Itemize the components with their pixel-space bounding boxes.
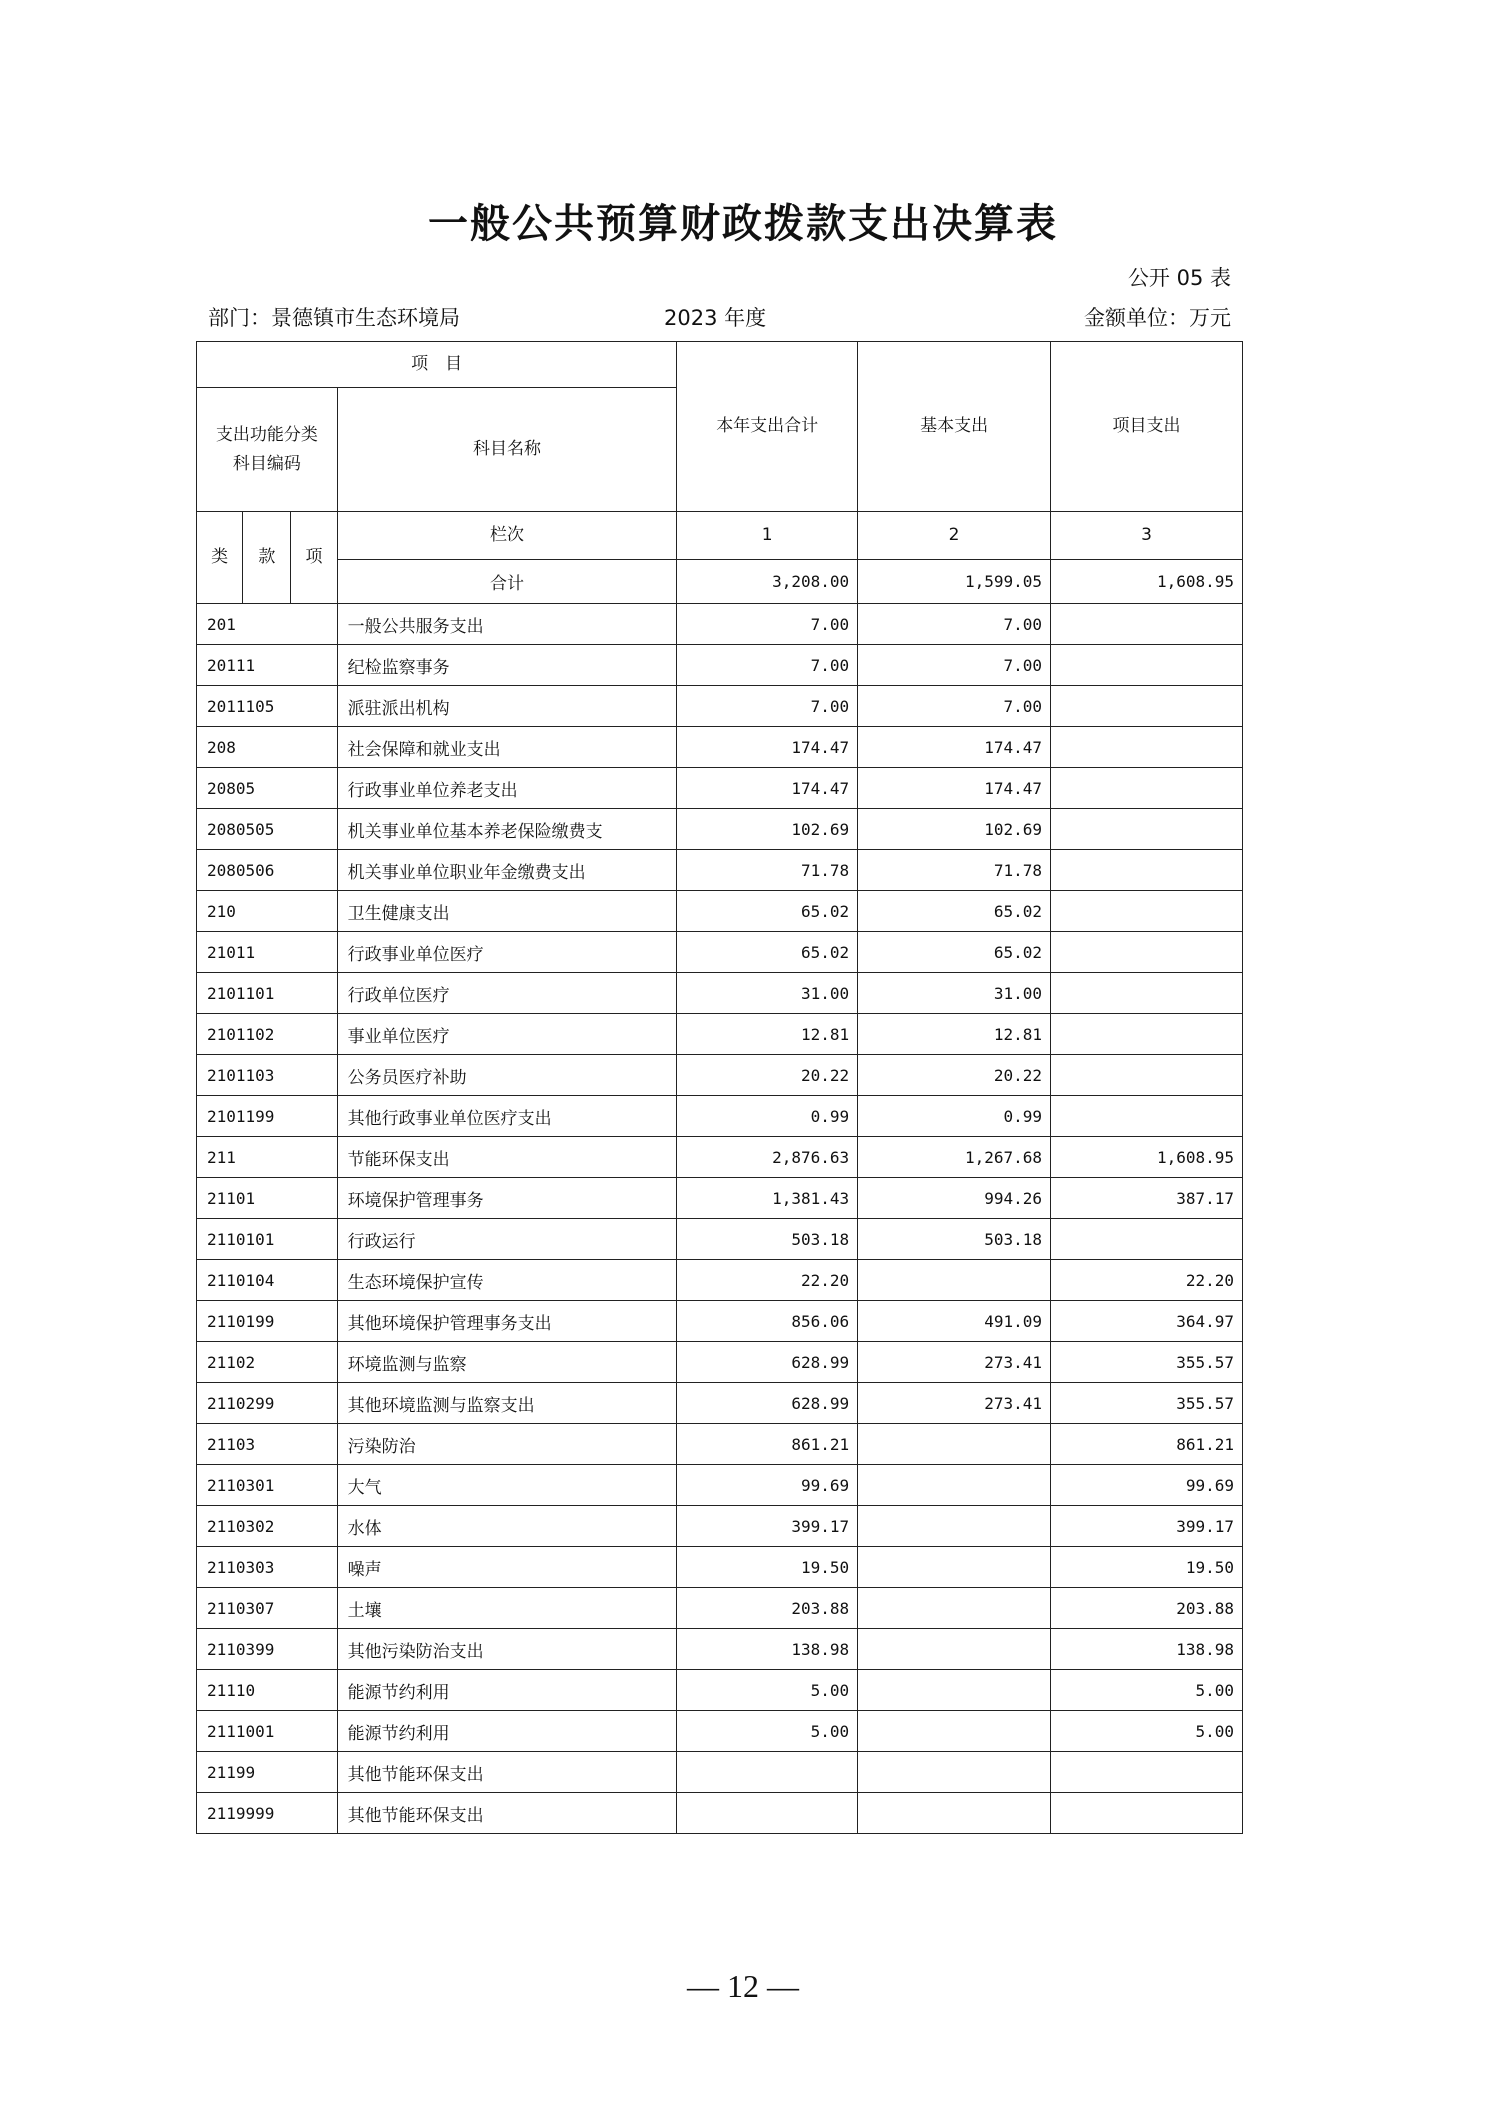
header-name: 科目名称 — [337, 388, 677, 512]
row-total: 12.81 — [677, 1014, 858, 1055]
row-basic: 71.78 — [858, 850, 1051, 891]
table-row — [197, 768, 1243, 809]
row-basic — [858, 1711, 1051, 1752]
row-project: 22.20 — [1051, 1260, 1243, 1301]
total-row-project: 1,608.95 — [1051, 560, 1243, 604]
row-code: 210 — [197, 891, 338, 932]
page-title: 一般公共预算财政拨款支出决算表 — [428, 201, 1058, 247]
table-row — [197, 1506, 1243, 1547]
row-basic — [858, 1260, 1051, 1301]
row-project — [1051, 1752, 1243, 1793]
row-name: 派驻派出机构 — [337, 686, 677, 727]
amount-unit: 金额单位：万元 — [1084, 306, 1231, 330]
row-code: 201 — [197, 604, 338, 645]
row-project: 1,608.95 — [1051, 1137, 1243, 1178]
table-row — [197, 1588, 1243, 1629]
row-code: 20805 — [197, 768, 338, 809]
row-project — [1051, 645, 1243, 686]
row-basic: 503.18 — [858, 1219, 1051, 1260]
table-row — [197, 1137, 1243, 1178]
row-code: 21199 — [197, 1752, 338, 1793]
row-name: 行政运行 — [337, 1219, 677, 1260]
table-row — [197, 850, 1243, 891]
row-code: 21102 — [197, 1342, 338, 1383]
row-basic: 31.00 — [858, 973, 1051, 1014]
row-name: 其他节能环保支出 — [337, 1793, 677, 1834]
table-row — [197, 891, 1243, 932]
row-code: 2011105 — [197, 686, 338, 727]
row-project: 399.17 — [1051, 1506, 1243, 1547]
form-number: 公开 05 表 — [1127, 266, 1231, 290]
row-total: 20.22 — [677, 1055, 858, 1096]
department-label: 部门：景德镇市生态环境局 — [208, 306, 460, 330]
row-project — [1051, 973, 1243, 1014]
row-code: 2110104 — [197, 1260, 338, 1301]
row-basic: 20.22 — [858, 1055, 1051, 1096]
row-basic — [858, 1506, 1051, 1547]
header-total: 本年支出合计 — [677, 342, 858, 512]
row-total: 5.00 — [677, 1711, 858, 1752]
row-total: 203.88 — [677, 1588, 858, 1629]
row-total: 628.99 — [677, 1383, 858, 1424]
expenditure-table — [196, 341, 1243, 1834]
row-total: 7.00 — [677, 645, 858, 686]
row-name: 噪声 — [337, 1547, 677, 1588]
row-project: 138.98 — [1051, 1629, 1243, 1670]
row-name: 卫生健康支出 — [337, 891, 677, 932]
row-project — [1051, 686, 1243, 727]
table-row — [197, 727, 1243, 768]
row-total — [677, 1752, 858, 1793]
row-project: 387.17 — [1051, 1178, 1243, 1219]
row-total: 71.78 — [677, 850, 858, 891]
header-project: 项 目 — [197, 342, 677, 388]
row-code: 2110399 — [197, 1629, 338, 1670]
row-basic — [858, 1752, 1051, 1793]
row-code: 2101101 — [197, 973, 338, 1014]
row-code: 2110101 — [197, 1219, 338, 1260]
row-name: 其他污染防治支出 — [337, 1629, 677, 1670]
row-basic — [858, 1793, 1051, 1834]
row-basic: 174.47 — [858, 768, 1051, 809]
row-project — [1051, 604, 1243, 645]
table-row — [197, 1014, 1243, 1055]
row-project: 861.21 — [1051, 1424, 1243, 1465]
row-total: 65.02 — [677, 932, 858, 973]
row-total: 174.47 — [677, 768, 858, 809]
row-code: 2111001 — [197, 1711, 338, 1752]
fiscal-year: 2023 年度 — [664, 306, 767, 330]
row-project: 5.00 — [1051, 1670, 1243, 1711]
row-basic: 102.69 — [858, 809, 1051, 850]
row-code: 208 — [197, 727, 338, 768]
row-name: 其他节能环保支出 — [337, 1752, 677, 1793]
row-code: 2110307 — [197, 1588, 338, 1629]
row-project — [1051, 1219, 1243, 1260]
row-total: 102.69 — [677, 809, 858, 850]
row-code: 211 — [197, 1137, 338, 1178]
row-project — [1051, 1096, 1243, 1137]
row-name: 行政单位医疗 — [337, 973, 677, 1014]
table-row — [197, 1752, 1243, 1793]
header-xiang: 项 — [291, 512, 337, 604]
row-total: 99.69 — [677, 1465, 858, 1506]
row-basic — [858, 1670, 1051, 1711]
row-code: 2101103 — [197, 1055, 338, 1096]
row-project: 19.50 — [1051, 1547, 1243, 1588]
row-name: 污染防治 — [337, 1424, 677, 1465]
row-code: 2080505 — [197, 809, 338, 850]
row-total: 861.21 — [677, 1424, 858, 1465]
row-name: 行政事业单位养老支出 — [337, 768, 677, 809]
row-total: 174.47 — [677, 727, 858, 768]
row-project: 364.97 — [1051, 1301, 1243, 1342]
row-code: 2110301 — [197, 1465, 338, 1506]
row-basic: 174.47 — [858, 727, 1051, 768]
row-name: 土壤 — [337, 1588, 677, 1629]
table-row — [197, 645, 1243, 686]
header-col1: 1 — [677, 512, 858, 560]
row-code: 2110303 — [197, 1547, 338, 1588]
row-project: 5.00 — [1051, 1711, 1243, 1752]
row-project — [1051, 891, 1243, 932]
row-total: 856.06 — [677, 1301, 858, 1342]
header-code: 支出功能分类 科目编码 — [197, 388, 338, 512]
row-project — [1051, 727, 1243, 768]
row-basic: 273.41 — [858, 1383, 1051, 1424]
row-basic: 7.00 — [858, 686, 1051, 727]
row-total: 31.00 — [677, 973, 858, 1014]
row-project: 203.88 — [1051, 1588, 1243, 1629]
table-row — [197, 1260, 1243, 1301]
table-row — [197, 686, 1243, 727]
row-name: 机关事业单位基本养老保险缴费支 — [337, 809, 677, 850]
row-total: 65.02 — [677, 891, 858, 932]
header-column-label: 栏次 — [337, 512, 677, 560]
row-total: 7.00 — [677, 686, 858, 727]
row-basic: 65.02 — [858, 891, 1051, 932]
row-code: 21011 — [197, 932, 338, 973]
row-code: 2119999 — [197, 1793, 338, 1834]
row-name: 其他行政事业单位医疗支出 — [337, 1096, 677, 1137]
header-project-expense: 项目支出 — [1051, 342, 1243, 512]
row-total: 5.00 — [677, 1670, 858, 1711]
table-row — [197, 973, 1243, 1014]
row-total: 138.98 — [677, 1629, 858, 1670]
header-col2: 2 — [858, 512, 1051, 560]
row-code: 21101 — [197, 1178, 338, 1219]
row-basic: 0.99 — [858, 1096, 1051, 1137]
row-total: 628.99 — [677, 1342, 858, 1383]
row-project — [1051, 850, 1243, 891]
row-total: 2,876.63 — [677, 1137, 858, 1178]
table-row — [197, 809, 1243, 850]
row-name: 环境保护管理事务 — [337, 1178, 677, 1219]
row-total: 19.50 — [677, 1547, 858, 1588]
row-project: 355.57 — [1051, 1383, 1243, 1424]
table-row — [197, 604, 1243, 645]
row-code: 2110302 — [197, 1506, 338, 1547]
header-kuan: 款 — [243, 512, 291, 604]
row-name: 能源节约利用 — [337, 1670, 677, 1711]
row-name: 其他环境监测与监察支出 — [337, 1383, 677, 1424]
row-name: 行政事业单位医疗 — [337, 932, 677, 973]
row-basic: 7.00 — [858, 604, 1051, 645]
row-name: 纪检监察事务 — [337, 645, 677, 686]
row-total — [677, 1793, 858, 1834]
table-row — [197, 1547, 1243, 1588]
row-basic: 994.26 — [858, 1178, 1051, 1219]
row-total: 399.17 — [677, 1506, 858, 1547]
row-total: 22.20 — [677, 1260, 858, 1301]
row-basic — [858, 1588, 1051, 1629]
row-basic: 65.02 — [858, 932, 1051, 973]
row-project: 99.69 — [1051, 1465, 1243, 1506]
row-name: 大气 — [337, 1465, 677, 1506]
row-basic: 12.81 — [858, 1014, 1051, 1055]
row-basic: 491.09 — [858, 1301, 1051, 1342]
row-name: 公务员医疗补助 — [337, 1055, 677, 1096]
row-code: 2101102 — [197, 1014, 338, 1055]
row-code: 2110299 — [197, 1383, 338, 1424]
row-code: 2101199 — [197, 1096, 338, 1137]
row-project — [1051, 768, 1243, 809]
table-row — [197, 1465, 1243, 1506]
row-name: 机关事业单位职业年金缴费支出 — [337, 850, 677, 891]
row-total: 0.99 — [677, 1096, 858, 1137]
row-code: 2110199 — [197, 1301, 338, 1342]
row-name: 一般公共服务支出 — [337, 604, 677, 645]
row-total: 7.00 — [677, 604, 858, 645]
row-code: 20111 — [197, 645, 338, 686]
row-name: 水体 — [337, 1506, 677, 1547]
row-project — [1051, 809, 1243, 850]
row-name: 事业单位医疗 — [337, 1014, 677, 1055]
table-row — [197, 1055, 1243, 1096]
table-row — [197, 1793, 1243, 1834]
row-name: 能源节约利用 — [337, 1711, 677, 1752]
meta-row — [196, 302, 1233, 332]
table-row — [197, 1670, 1243, 1711]
row-basic — [858, 1547, 1051, 1588]
row-project — [1051, 1055, 1243, 1096]
row-project: 355.57 — [1051, 1342, 1243, 1383]
table-row — [197, 1383, 1243, 1424]
page-number: — 12 — — [687, 1968, 799, 2004]
header-lei: 类 — [197, 512, 243, 604]
table-row — [197, 1301, 1243, 1342]
row-code: 21110 — [197, 1670, 338, 1711]
row-name: 节能环保支出 — [337, 1137, 677, 1178]
table-row — [197, 1629, 1243, 1670]
table-body — [197, 604, 1243, 1834]
row-project — [1051, 932, 1243, 973]
table-row — [197, 1711, 1243, 1752]
row-project — [1051, 1014, 1243, 1055]
row-basic: 7.00 — [858, 645, 1051, 686]
table-row — [197, 1342, 1243, 1383]
total-row-basic: 1,599.05 — [858, 560, 1051, 604]
table-row — [197, 932, 1243, 973]
row-total: 1,381.43 — [677, 1178, 858, 1219]
row-basic — [858, 1424, 1051, 1465]
row-total: 503.18 — [677, 1219, 858, 1260]
row-project — [1051, 1793, 1243, 1834]
row-name: 生态环境保护宣传 — [337, 1260, 677, 1301]
table-row — [197, 1096, 1243, 1137]
row-name: 社会保障和就业支出 — [337, 727, 677, 768]
row-name: 其他环境保护管理事务支出 — [337, 1301, 677, 1342]
row-code: 21103 — [197, 1424, 338, 1465]
row-code: 2080506 — [197, 850, 338, 891]
row-basic — [858, 1629, 1051, 1670]
table-row — [197, 1219, 1243, 1260]
header-col3: 3 — [1051, 512, 1243, 560]
row-basic — [858, 1465, 1051, 1506]
row-basic: 1,267.68 — [858, 1137, 1051, 1178]
header-basic: 基本支出 — [858, 342, 1051, 512]
row-basic: 273.41 — [858, 1342, 1051, 1383]
total-row-total: 3,208.00 — [677, 560, 858, 604]
table-row — [197, 1178, 1243, 1219]
total-row-label: 合计 — [337, 560, 677, 604]
table-row — [197, 1424, 1243, 1465]
row-name: 环境监测与监察 — [337, 1342, 677, 1383]
